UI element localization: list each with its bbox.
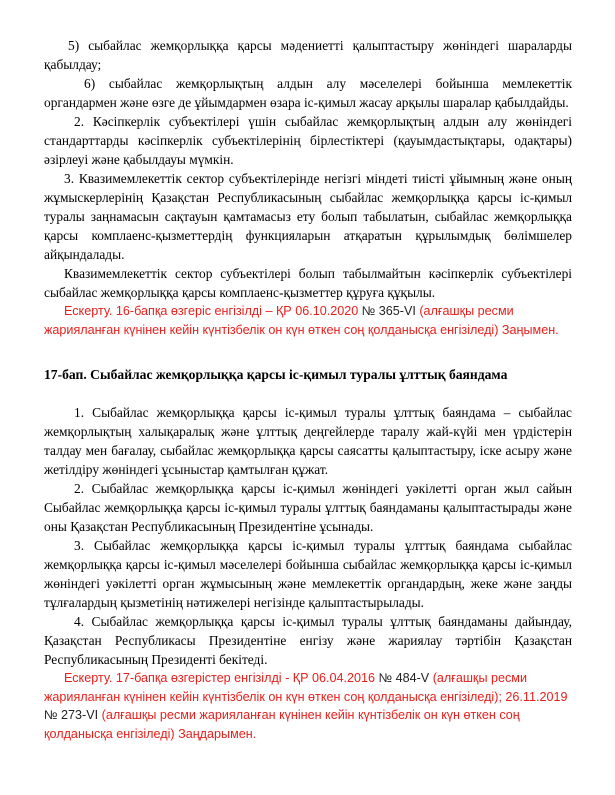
amendment-note-17-suffix: (алғашқы ресми жарияланған күнінен кейін күнтізбелік он күн өткен соң қолданысқа енгізіледі) Заңдарымен. [44, 708, 520, 741]
law-link-365-vi[interactable]: № 365-VI [361, 304, 416, 318]
article-17-paragraph-2: 2. Сыбайлас жемқорлыққа қарсы іс-қимыл жөніндегі уәкілетті орган жыл сайын Сыбайлас жемқорлыққа қарсы іс-қимыл туралы ұлттық баяндаманы қалыптастырады және оны Қазақстан Республикасының Президентіне ұсынады. [44, 481, 572, 535]
law-link-273-vi[interactable]: № 273-VI [44, 708, 99, 723]
clause-5: 5) сыбайлас жемқорлыққа қарсы мәдениетті қалыптастыру жөніндегі шараларды қабылдау; [44, 38, 572, 72]
amendment-note-16-prefix: Ескерту. 16-бапқа өзгеріс енгізілді – ҚР 06.10.2020 [64, 304, 359, 318]
article-17-title: 17-бап. Сыбайлас жемқорлыққа қарсы іс-қимыл туралы ұлттық баяндама [44, 367, 508, 383]
amendment-note-17 [44, 669, 572, 743]
paragraph-3: 3. Квазимемлекеттік сектор субъектілерінде негізгі міндеті тиісті ұйымның және оның жұмыскерлерінің Қазақстан Республикасының сыбайлас жемқорлыққа қарсы іс-қимыл туралы заңнамасын сақтауын қамтамасыз ету болып табылатын, сыбайлас жемқорлыққа қарсы комплаенс-қызметтердің функцияларын атқаратын құрылымдық бөлімшелер айқындалады. [44, 171, 572, 262]
clause-6: 6) сыбайлас жемқорлықтың алдын алу мәселелері бойынша мемлекеттік органдармен және өзге де ұйымдармен өзара іс-қимыл жасау арқылы шаралар қабылдайды. [44, 76, 572, 110]
document-page [44, 36, 572, 744]
paragraph-2: 2. Кәсіпкерлік субъектілері үшін сыбайлас жемқорлықтың алдын алу жөніндегі стандарттарды кәсіпкерлік субъектілерінің бірлестіктері (қауымдастықтары, одақтары) әзірлеуі және қабылдауы мүмкін. [44, 114, 572, 167]
amendment-note-16-suffix: (алғашқы ресми жарияланған күнінен кейін күнтізбелік он күн өткен соң қолданысқа енгізіледі) Заңымен. [44, 304, 559, 337]
paragraph-3-continuation: Квазимемлекеттік сектор субъектілері болып табылмайтын кәсіпкерлік субъектілері сыбайлас жемқорлыққа қарсы комплаенс-қызметтер құруға құқылы. [44, 266, 572, 300]
article-17-paragraph-1: 1. Сыбайлас жемқорлыққа қарсы іс-қимыл туралы ұлттық баяндама – сыбайлас жемқорлықтың халықаралық және ұлттық деңгейлерде таралу жай-күйі мен үрдістерін талдау мен бағалау, сыбайлас жемқорлыққа қарсы саясатты қалыптастыру, іске асыру және жетілдіру жөніндегі ұсыныстар қамтылған құжат. [44, 405, 572, 478]
amendment-note-16 [44, 302, 572, 339]
amendment-note-17-middle: (алғашқы ресми жарияланған күнінен кейін күнтізбелік он күн өткен соң қолданысқа енгізіледі); 26.11.2019 [44, 671, 568, 704]
amendment-note-17-prefix: Ескерту. 17-бапқа өзгерістер енгізілді - ҚР 06.04.2016 [64, 671, 376, 686]
article-17-paragraph-4: 4. Сыбайлас жемқорлыққа қарсы іс-қимыл туралы ұлттық баяндаманы дайындау, Қазақстан Республикасы Президентіне енгізу және жариялау тәртібін Қазақстан Республикасының Президенті бекітеді. [44, 614, 572, 668]
law-link-484-v[interactable]: № 484-V [378, 671, 430, 686]
article-17-paragraph-3: 3. Сыбайлас жемқорлыққа қарсы іс-қимыл туралы ұлттық баяндама сыбайлас жемқорлыққа қарсы іс-қимыл мәселелері бойынша сыбайлас жемқорлыққа қарсы іс-қимыл жөніндегі уәкілетті орган жұмысының және мемлекеттік органдардың, жеке және заңды тұлғалардың қызметінің нәтижелері негізінде қалыптастырылады. [44, 538, 572, 611]
